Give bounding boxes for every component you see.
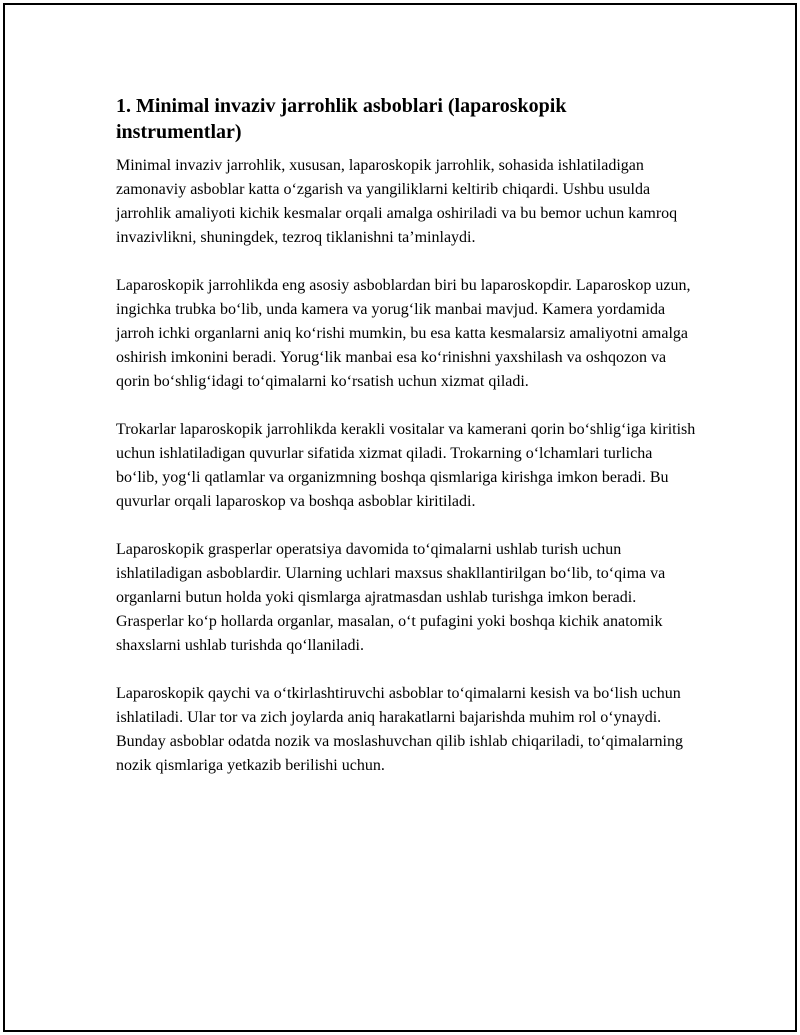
section-heading: 1. Minimal invaziv jarrohlik asboblari (laparoskopik instrumentlar) (116, 95, 567, 143)
document-body (116, 93, 696, 802)
paragraph-graspers: Laparoskopik grasperlar operatsiya davomida to‘qimalarni ushlab turish uchun ishlatiladigan asboblardir. Ularning uchlari maxsus shakllantirilgan bo‘lib, to‘qima va organlarni butun holda yoki qismlarga ajratmasdan ushlab turishga imkon beradi. Grasperlar ko‘p hollarda organlar, masalan, o‘t pufagini yoki boshqa kichik anatomik shaxslarni ushlab turishda qo‘llaniladi. (116, 541, 666, 654)
paragraph-laparoscope: Laparoskopik jarrohlikda eng asosiy asboblardan biri bu laparoskopdir. Laparoskop uzun, ingichka trubka bo‘lib, unda kamera va yorug‘lik manbai mavjud. Kamera yordamida jarroh ichki organlarni aniq ko‘rishi mumkin, bu esa katta kesmalarsiz amaliyotni amalga oshirish imkonini beradi. Yorug‘lik manbai esa ko‘rinishni yaxshilash va oshqozon va qorin bo‘shlig‘idagi to‘qimalarni ko‘rsatish uchun xizmat qiladi. (116, 277, 691, 390)
paragraph-scissors: Laparoskopik qaychi va o‘tkirlashtiruvchi asboblar to‘qimalarni kesish va bo‘lish uchun ishlatiladi. Ular tor va zich joylarda aniq harakatlarni bajarishda muhim rol o‘ynaydi. Bunday asboblar odatda nozik va moslashuvchan qilib ishlab chiqariladi, to‘qimalarning nozik qismlariga yetkazib berilishi uchun. (116, 685, 683, 774)
paragraph-intro: Minimal invaziv jarrohlik, xususan, laparoskopik jarrohlik, sohasida ishlatiladigan zamonaviy asboblar katta o‘zgarish va yangiliklarni keltirib chiqardi. Ushbu usulda jarrohlik amaliyoti kichik kesmalar orqali amalga oshiriladi va bu bemor uchun kamroq invazivlikni, shuningdek, tezroq tiklanishni ta’minlaydi. (116, 157, 678, 246)
paragraph-trocars: Trokarlar laparoskopik jarrohlikda kerakli vositalar va kamerani qorin bo‘shlig‘iga kiritish uchun ishlatiladigan quvurlar sifatida xizmat qiladi. Trokarning o‘lchamlari turlicha bo‘lib, yog‘li qatlamlar va organizmning boshqa qismlariga kirishga imkon beradi. Bu quvurlar orqali laparoskop va boshqa asboblar kiritiladi. (116, 421, 696, 510)
